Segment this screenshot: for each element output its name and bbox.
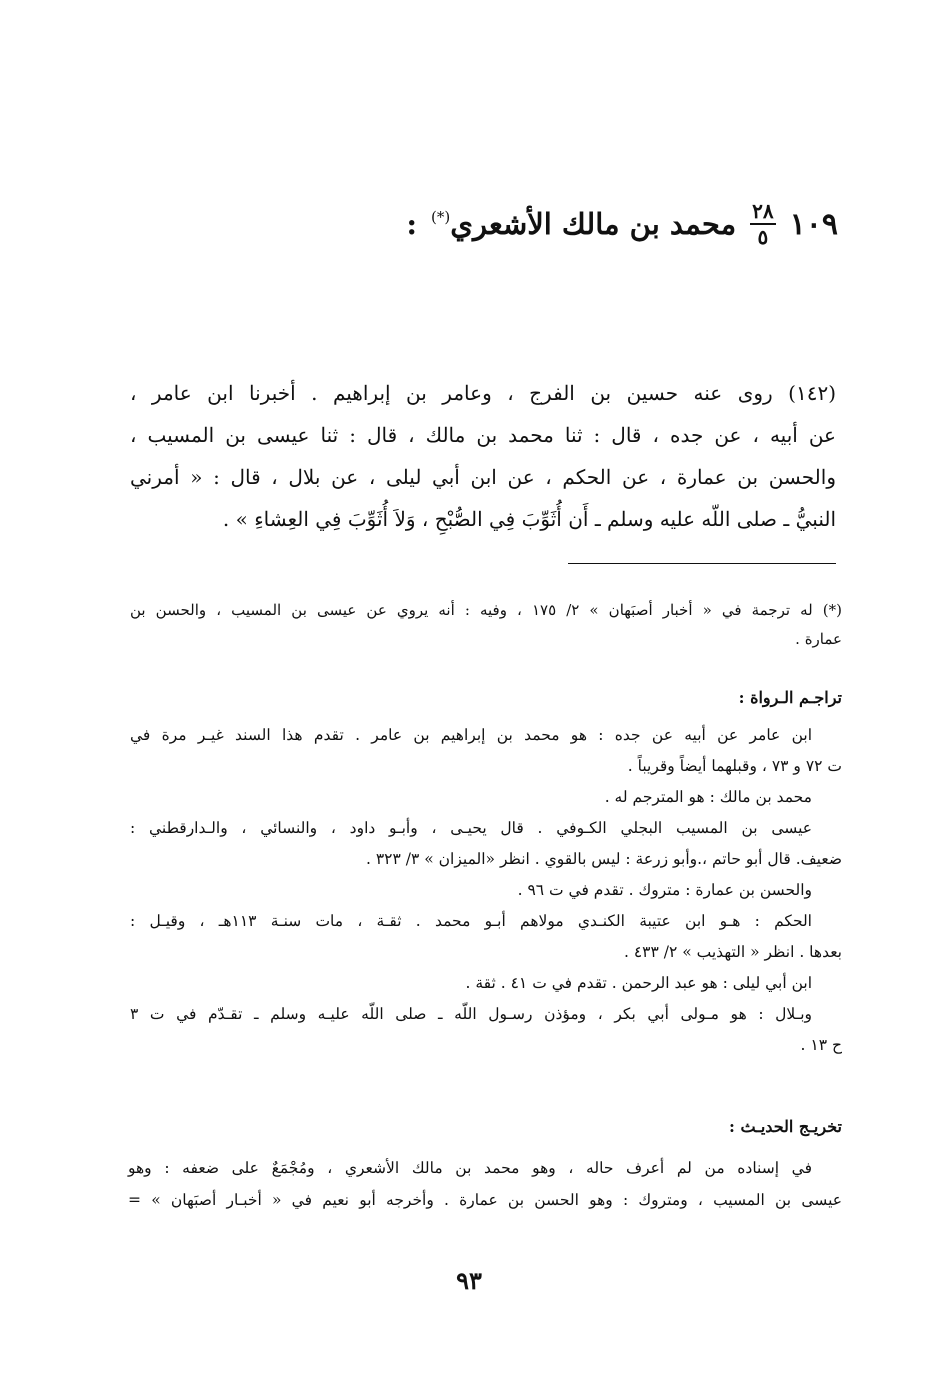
- bio-line: وبـلال : هو مـولى أبي بكر ، ومؤذن رسـول اللّه ـ صلى اللّه عليـه وسلم ـ تقـدّم في ت ٣: [130, 1005, 812, 1023]
- takhrij-text: [128, 1152, 842, 1216]
- entry-heading: [380, 196, 838, 252]
- entry-number: ١٠٩: [789, 206, 838, 242]
- page-number: ٩٣: [456, 1266, 482, 1295]
- narrators-heading: تراجـم الـرواة :: [738, 688, 842, 707]
- footnote-divider: [568, 563, 836, 564]
- footnote-marker: (*): [431, 208, 451, 226]
- bio-line: ابن عامر عن أبيه عن جده : هو محمد بن إبراهيم بن عامر . تقدم هذا السند غيـر مرة في: [130, 726, 812, 744]
- bio-line: ابن أبي ليلى : هو عبد الرحمن . تقدم في ت ٤١ . ثقة .: [465, 974, 812, 992]
- fraction-bottom: ٥: [757, 225, 769, 249]
- narrator-biographies: [130, 720, 842, 1061]
- reference-fraction: [750, 201, 775, 247]
- hadith-line: النبيُّ ـ صلى اللّه عليه وسلم ـ أَن أُثَوِّبَ فِي الصُّبْحِ ، وَلاَ أُثَوِّبَ فِي العِشاءِ » .: [222, 507, 836, 531]
- bio-line: الحكم : هـو ابن عتيبة الكنـدي مولاهم أبـو محمد . ثقـة ، مات سنـة ١١٣هـ ، وقيـل :: [130, 912, 812, 930]
- fraction-top: ٢٨: [752, 199, 774, 223]
- bio-line: والحسن بن عمارة : متروك . تقدم في ت ٩٦ .: [517, 881, 812, 899]
- bio-line: ت ٧٢ و ٧٣ ، وقبلهما أيضاً وقريباً .: [627, 757, 842, 775]
- hadith-line: والحسن بن عمارة ، عن الحكم ، عن ابن أبي ليلى ، عن بلال ، قال : « أمرني: [130, 465, 836, 489]
- heading-colon: :: [406, 207, 418, 241]
- bio-line: عيسى بن المسيب البجلي الكـوفي . قال يحيـى ، وأبـو داود ، والنسائي ، والـدارقطني :: [130, 819, 812, 837]
- takhrij-heading: تخريـج الحديـث :: [728, 1117, 842, 1136]
- bio-line: ح ١٣ .: [800, 1036, 842, 1054]
- bio-line: بعدها . انظر « التهذيب » ٢/ ٤٣٣ .: [623, 943, 842, 961]
- footnote-line: (*) له ترجمة في « أخبار أصبَهان » ٢/ ١٧٥ ، وفيه : أنه يروي عن عيسى بن المسيب ، والحسن بن: [130, 601, 842, 619]
- footnote-line: عمارة .: [795, 630, 842, 648]
- hadith-line: عن أبيه ، عن جده ، قال : ثنا محمد بن مالك ، قال : ثنا عيسى بن المسيب ،: [130, 423, 836, 447]
- bio-line: ضعيف. قال أبو حاتم ،.وأبو زرعة : ليس بالقوي . انظر «الميزان » ٣/ ٣٢٣ .: [365, 850, 842, 868]
- takhrij-line: في إسناده من لم أعرف حاله ، وهو محمد بن مالك الأشعري ، ومُجْمَعٌ على ضعفه : وهو: [128, 1159, 812, 1177]
- takhrij-line: عيسى بن المسيب ، ومتروك : وهو الحسن بن عمارة . وأخرجه أبو نعيم في « أخبـار أصبَهان » =: [128, 1191, 842, 1209]
- hadith-line: (١٤٢) روى عنه حسين بن الفرج ، وعامر بن إبراهيم . أخبرنا ابن عامر ،: [130, 381, 836, 405]
- footnote: [130, 596, 842, 654]
- hadith-text: [130, 372, 836, 540]
- narrator-name: محمد بن مالك الأشعري(*): [431, 207, 737, 241]
- bio-line: محمد بن مالك : هو المترجم له .: [604, 788, 812, 806]
